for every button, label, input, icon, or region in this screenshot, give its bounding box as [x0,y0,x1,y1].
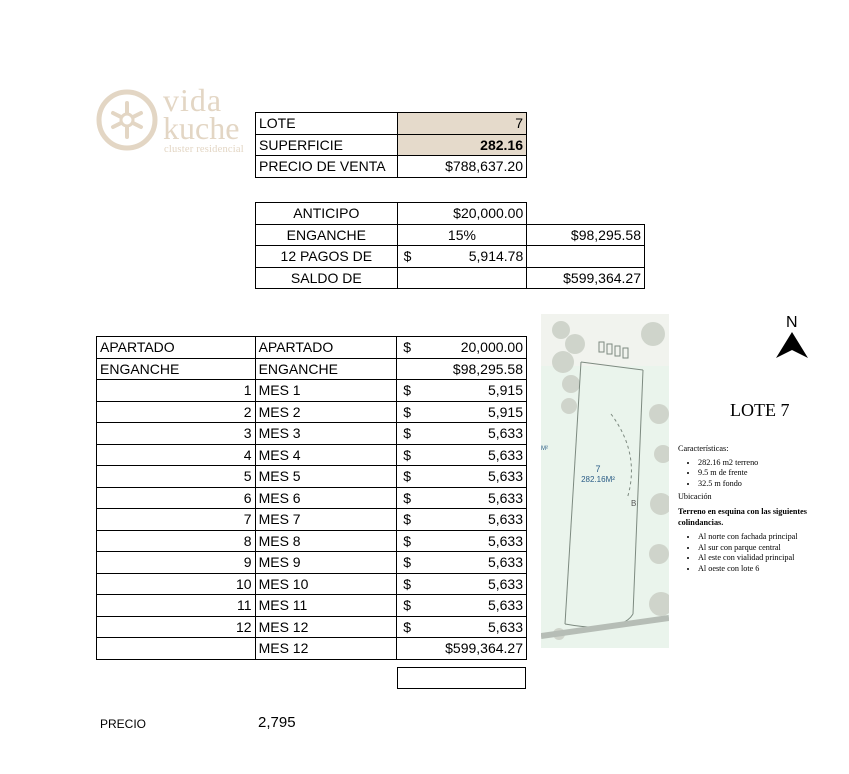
empty-cell [527,203,645,225]
schedule-index: 1 [97,380,256,402]
plan-lot-area: 282.16M² [581,475,615,484]
currency-symbol: $ [403,446,412,463]
schedule-amount: 20,000.00 [460,339,523,356]
logo-word-vida: vida [163,82,223,118]
anticipo-row [256,203,645,225]
currency-symbol: $ [403,575,412,592]
currency-symbol: $ [403,554,412,571]
enganche-percent: 15% [397,224,527,246]
schedule-index: ENGANCHE [97,358,256,380]
schedule-row [97,616,527,638]
north-label: N [786,314,798,331]
enganche-value: $98,295.58 [527,224,645,246]
empty-total-cell [397,667,526,689]
schedule-label: MES 11 [255,595,397,617]
currency-symbol: $ [403,425,412,442]
schedule-amount-cell [397,466,527,488]
currency-symbol: $ [403,468,412,485]
boundaries-list [678,532,848,574]
schedule-row [97,595,527,617]
schedule-label: APARTADO [255,337,397,359]
schedule-index: 11 [97,595,256,617]
schedule-index [97,638,256,660]
boundary-item: • Al este con vialidad principal [698,553,848,564]
schedule-index: 12 [97,616,256,638]
schedule-index: 10 [97,573,256,595]
schedule-index: 7 [97,509,256,531]
currency-symbol: $ [403,511,412,528]
enganche-row [256,224,645,246]
pagos-value: 5,914.78 [468,248,524,265]
schedule-amount-cell [397,401,527,423]
precio-venta-value: $788,637.20 [397,156,526,178]
anticipo-label: ANTICIPO [256,203,398,225]
boundary-item: • Al norte con fachada principal [698,532,848,543]
schedule-amount: 5,633 [487,597,523,614]
lote-value: 7 [397,113,526,135]
vida-kuche-logo-icon [96,89,158,151]
enganche-label: ENGANCHE [256,224,398,246]
superficie-value: 282.16 [397,134,526,156]
empty-cell [397,267,527,289]
lot-plan-drawing [541,314,669,648]
schedule-amount-cell [397,573,527,595]
plan-boundary-mark: B [631,499,637,508]
currency-symbol: $ [403,489,412,506]
schedule-amount-cell [397,616,527,638]
schedule-index: 4 [97,444,256,466]
boundary-item: • Al oeste con lote 6 [698,564,848,575]
boundary-item: • Al sur con parque central [698,543,848,554]
schedule-amount: 5,633 [487,532,523,549]
schedule-label: MES 12 [255,638,397,660]
schedule-index: 5 [97,466,256,488]
anticipo-value: $20,000.00 [397,203,527,225]
schedule-row [97,487,527,509]
schedule-amount: 5,633 [487,575,523,592]
plan-neighbor-mark: M² [541,446,548,452]
schedule-index: 6 [97,487,256,509]
schedule-row [97,401,527,423]
feature-item: • 32.5 m fondo [698,479,848,490]
schedule-label: MES 8 [255,530,397,552]
schedule-row [97,638,527,660]
schedule-label: ENGANCHE [255,358,397,380]
schedule-amount-cell [397,552,527,574]
schedule-amount-cell [397,638,527,660]
pagos-value-cell [397,246,527,268]
schedule-label: MES 6 [255,487,397,509]
lote-label: LOTE [256,113,398,135]
schedule-label: MES 1 [255,380,397,402]
caracteristicas-heading: Características: [678,444,729,453]
schedule-row [97,573,527,595]
feature-item: • 282.16 m2 terreno [698,458,848,469]
schedule-amount-cell [397,487,527,509]
schedule-label: MES 3 [255,423,397,445]
schedule-row [97,552,527,574]
schedule-amount-cell [397,509,527,531]
currency-symbol: $ [403,382,412,399]
schedule-amount: $98,295.58 [452,360,523,377]
schedule-amount-cell [397,380,527,402]
schedule-row [97,423,527,445]
lot-title: LOTE 7 [730,400,790,420]
schedule-row [97,444,527,466]
currency-symbol: $ [403,248,412,265]
superficie-label: SUPERFICIE [256,134,398,156]
schedule-amount: $599,364.27 [445,640,523,657]
schedule-row [97,337,527,359]
schedule-row [97,358,527,380]
schedule-amount-cell [397,358,527,380]
saldo-row [256,267,645,289]
schedule-label: MES 9 [255,552,397,574]
payment-plan-table [255,202,645,289]
schedule-row [97,530,527,552]
schedule-label: MES 7 [255,509,397,531]
plan-lot-number: 7 [595,464,601,474]
saldo-label: SALDO DE [256,267,398,289]
precio-value: 2,795 [258,714,296,731]
precio-venta-label: PRECIO DE VENTA [256,156,398,178]
currency-symbol: $ [403,618,412,635]
schedule-amount: 5,633 [487,618,523,635]
schedule-amount: 5,633 [487,425,523,442]
corner-text: Terreno en esquina con las siguientes colindancias. [678,506,807,527]
schedule-index: 9 [97,552,256,574]
north-arrow-icon [775,332,809,360]
schedule-amount: 5,915 [487,403,523,420]
schedule-amount-cell [397,337,527,359]
ubicacion-heading: Ubicación [678,492,712,502]
schedule-amount-cell [397,423,527,445]
schedule-row [97,466,527,488]
schedule-amount: 5,633 [487,489,523,506]
schedule-index: 8 [97,530,256,552]
schedule-amount: 5,633 [487,554,523,571]
currency-symbol: $ [403,403,412,420]
lot-plan-image [541,314,669,648]
empty-cell [527,246,645,268]
pagos-row [256,246,645,268]
schedule-amount-cell [397,530,527,552]
superficie-row [256,134,527,156]
schedule-label: MES 12 [255,616,397,638]
schedule-label: MES 2 [255,401,397,423]
schedule-index: 2 [97,401,256,423]
schedule-label: MES 5 [255,466,397,488]
lot-info-panel [678,444,848,578]
schedule-label: MES 10 [255,573,397,595]
logo-word-kuche: kuche [163,110,240,146]
pagos-label: 12 PAGOS DE [256,246,398,268]
schedule-row [97,380,527,402]
schedule-amount-cell [397,444,527,466]
schedule-amount: 5,633 [487,468,523,485]
logo-subtitle: cluster residencial [164,144,244,155]
currency-symbol: $ [403,532,412,549]
lot-summary-table [255,112,527,178]
precio-venta-row [256,156,527,178]
schedule-amount: 5,633 [487,511,523,528]
schedule-amount-cell [397,595,527,617]
schedule-amount: 5,915 [487,382,523,399]
currency-symbol: $ [403,339,412,356]
precio-label: PRECIO [100,717,147,731]
schedule-index: APARTADO [97,337,256,359]
payment-schedule-table [96,336,527,660]
saldo-value: $599,364.27 [527,267,645,289]
logo-wordmark [163,84,244,156]
schedule-row [97,509,527,531]
currency-symbol: $ [403,597,412,614]
lote-row [256,113,527,135]
schedule-amount: 5,633 [487,446,523,463]
feature-item: • 9.5 m de frente [698,468,848,479]
schedule-label: MES 4 [255,444,397,466]
schedule-index: 3 [97,423,256,445]
features-list [678,458,848,490]
